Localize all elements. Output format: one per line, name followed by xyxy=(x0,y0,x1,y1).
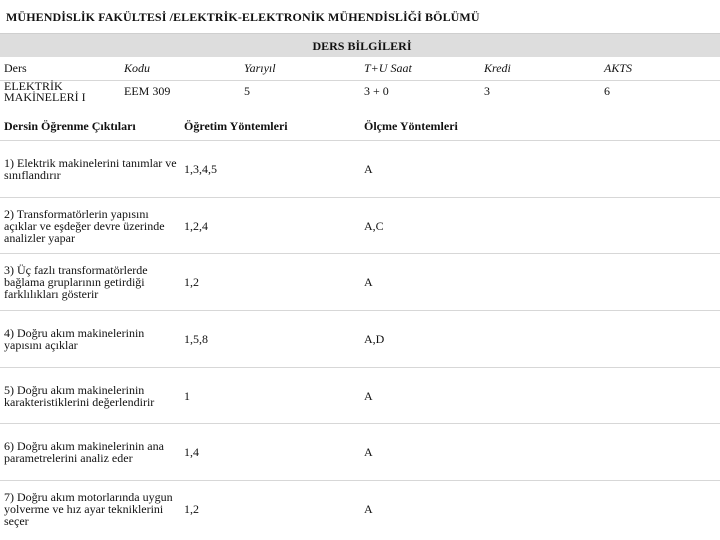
header-assessment-methods: Ölçme Yöntemleri xyxy=(364,118,458,133)
outcome-text: 7) Doğru akım motorlarında uygun yolverme ve hız ayar tekniklerini seçer xyxy=(0,481,180,537)
outcome-methods: 1,2,4 xyxy=(180,197,360,254)
section-title-text: DERS BİLGİLERİ xyxy=(312,39,412,53)
outcome-assessment: A xyxy=(360,367,720,424)
outcome-assessment: A,C xyxy=(360,197,720,254)
outcome-row xyxy=(0,197,720,254)
header-yariyil: Yarıyıl xyxy=(244,61,276,75)
learning-outcomes-table xyxy=(0,112,720,537)
outcome-row xyxy=(0,424,720,481)
outcomes-header-row xyxy=(0,112,720,141)
outcome-assessment: A xyxy=(360,481,720,537)
outcome-methods: 1,5,8 xyxy=(180,311,360,368)
value-tu-saat: 3 + 0 xyxy=(360,80,480,104)
outcome-row xyxy=(0,481,720,537)
outcome-assessment: A xyxy=(360,254,720,311)
outcome-text: 6) Doğru akım makinelerinin ana parametrelerini analiz eder xyxy=(0,424,180,481)
course-info-header-row xyxy=(0,56,720,80)
header-kredi: Kredi xyxy=(484,61,511,75)
outcome-text: 3) Üç fazlı transformatörlerde bağlama gruplarının getirdiği farklılıkları gösterir xyxy=(0,254,180,311)
header-learning-outcomes: Dersin Öğrenme Çıktıları xyxy=(4,118,136,133)
course-info-value-row xyxy=(0,80,720,104)
outcome-assessment: A xyxy=(360,141,720,198)
section-title xyxy=(0,39,720,54)
course-info-table xyxy=(0,56,720,104)
outcome-assessment: A xyxy=(360,424,720,481)
header-teaching-methods: Öğretim Yöntemleri xyxy=(184,118,288,133)
value-ders xyxy=(0,80,120,104)
section-header-bar xyxy=(0,33,720,57)
header-kodu: Kodu xyxy=(124,61,151,75)
header-ders: Ders xyxy=(4,61,27,75)
outcome-methods: 1 xyxy=(180,367,360,424)
header-akts: AKTS xyxy=(604,61,633,75)
value-kredi: 3 xyxy=(480,80,600,104)
outcome-row xyxy=(0,311,720,368)
value-yariyil: 5 xyxy=(240,80,360,104)
value-kodu: EEM 309 xyxy=(120,80,240,104)
outcome-methods: 1,2 xyxy=(180,254,360,311)
outcome-methods: 1,4 xyxy=(180,424,360,481)
outcome-text: 5) Doğru akım makinelerinin karakteristiklerini değerlendirir xyxy=(0,367,180,424)
value-akts: 6 xyxy=(600,80,720,104)
header-tu-saat: T+U Saat xyxy=(364,61,412,75)
outcome-row xyxy=(0,367,720,424)
outcome-methods: 1,3,4,5 xyxy=(180,141,360,198)
value-ders-line2: MAKİNELERİ I xyxy=(4,89,86,104)
outcome-row xyxy=(0,254,720,311)
outcome-text: 2) Transformatörlerin yapısını açıklar ve eşdeğer devre üzerinde analizler yapar xyxy=(0,197,180,254)
outcome-text: 4) Doğru akım makinelerinin yapısını açıklar xyxy=(0,311,180,368)
outcome-assessment: A,D xyxy=(360,311,720,368)
outcome-text: 1) Elektrik makinelerini tanımlar ve sınıflandırır xyxy=(0,141,180,198)
outcome-row xyxy=(0,141,720,198)
value-ders-line1: ELEKTRİK xyxy=(4,78,63,93)
outcome-methods: 1,2 xyxy=(180,481,360,537)
faculty-title: MÜHENDİSLİK FAKÜLTESİ /ELEKTRİK-ELEKTRONİK MÜHENDİSLİĞİ BÖLÜMÜ xyxy=(6,10,480,24)
